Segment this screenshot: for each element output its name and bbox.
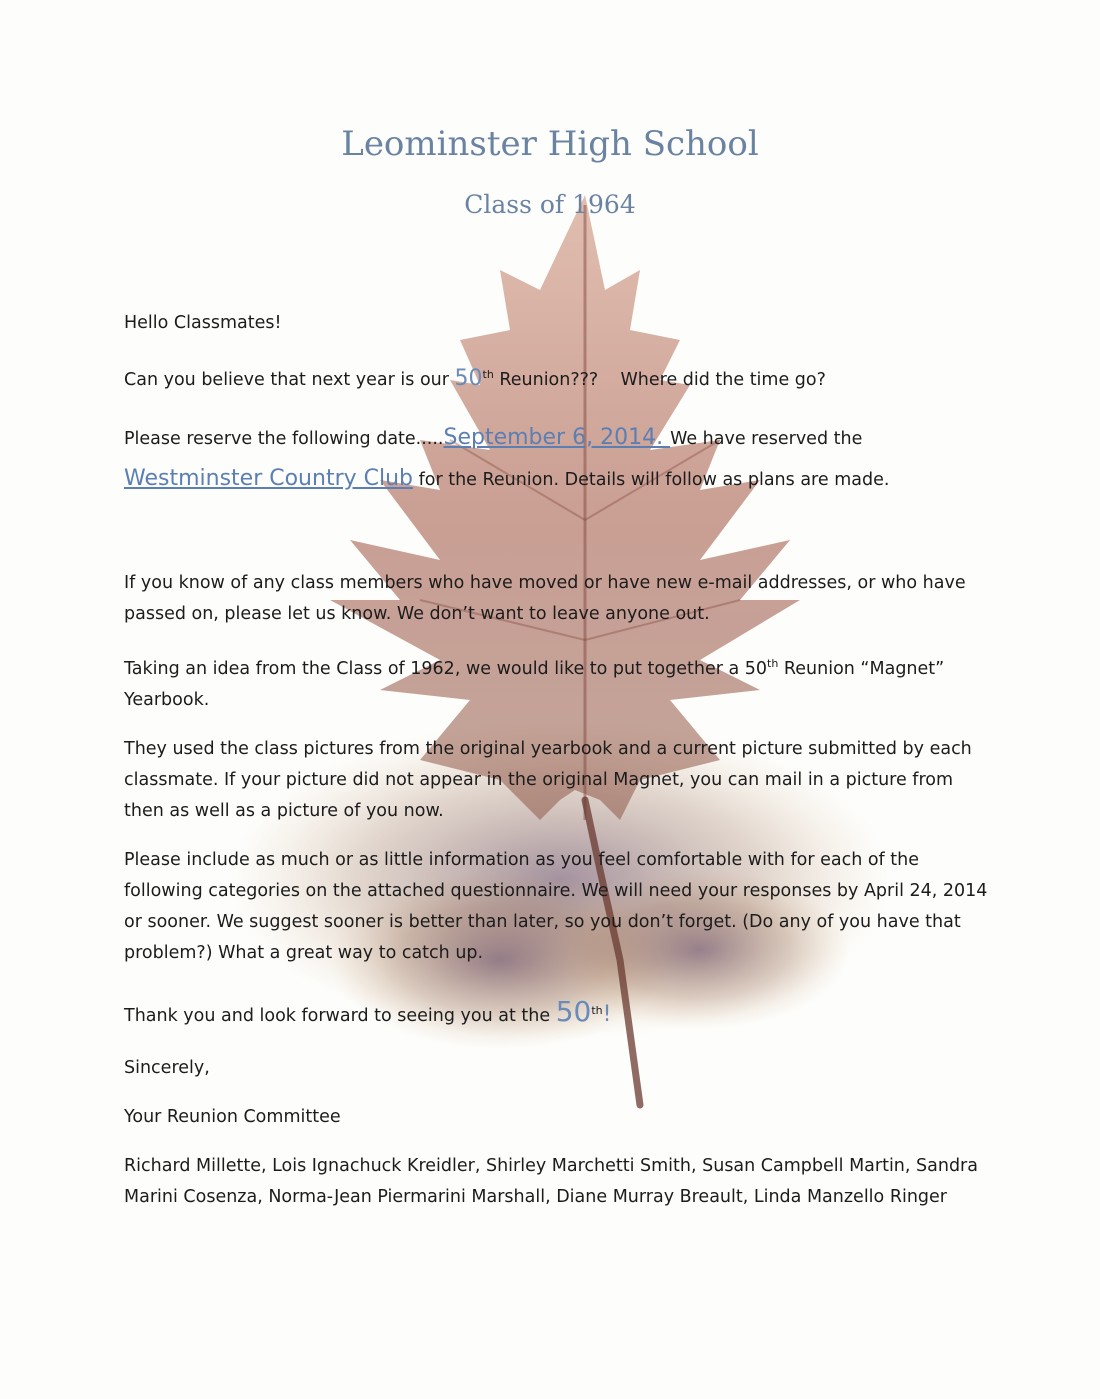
page-title: Leominster High School: [341, 124, 759, 164]
page-subtitle: Class of 1964: [464, 190, 636, 219]
paragraph-magnet-yearbook: Taking an idea from the Class of 1962, we would like to put together a 50th Reunion “Magnet” Yearbook.: [124, 656, 945, 710]
paragraph-reunion-question: Can you believe that next year is our 50th Reunion??? Where did the time go?: [124, 365, 826, 391]
paragraph-contact-updates: If you know of any class members who have moved or have new e-mail addresses, or who have passed on, please let us know. We don’t want to leave anyone out.: [124, 572, 966, 624]
signature: Your Reunion Committee: [124, 1107, 341, 1128]
greeting: Hello Classmates!: [124, 313, 282, 333]
reunion-date: September 6, 2014.: [443, 424, 671, 450]
letter-body: [124, 308, 994, 1213]
closing: Sincerely,: [124, 1058, 210, 1079]
paragraph-questionnaire: Please include as much or as little information as you feel comfortable with for each of the following categories on the attached questionnaire. We will need your responses by April 24, 2014 or sooner. We suggest sooner is better than later, so you don’t forget. (Do any of you have that problem?) What a great way to catch up.: [124, 849, 988, 963]
venue-link[interactable]: Westminster Country Club: [124, 465, 414, 491]
paragraph-save-date: Please reserve the following date.....September 6, 2014. We have reserved the Westminster Country Club for the Reunion. Details will follow as plans are made.: [124, 424, 890, 491]
paragraph-class-pictures: They used the class pictures from the original yearbook and a current picture submitted by each classmate. If your picture did not appear in the original Magnet, you can mail in a picture from then as well as a picture of you now.: [124, 738, 972, 821]
committee-members: Richard Millette, Lois Ignachuck Kreidler, Shirley Marchetti Smith, Susan Campbell Martin, Sandra Marini Cosenza, Norma-Jean Piermarini Marshall, Diane Murray Breault, Linda Manzello Ringer: [124, 1156, 978, 1208]
paragraph-thank-you: Thank you and look forward to seeing you at the 50th!: [124, 994, 612, 1028]
